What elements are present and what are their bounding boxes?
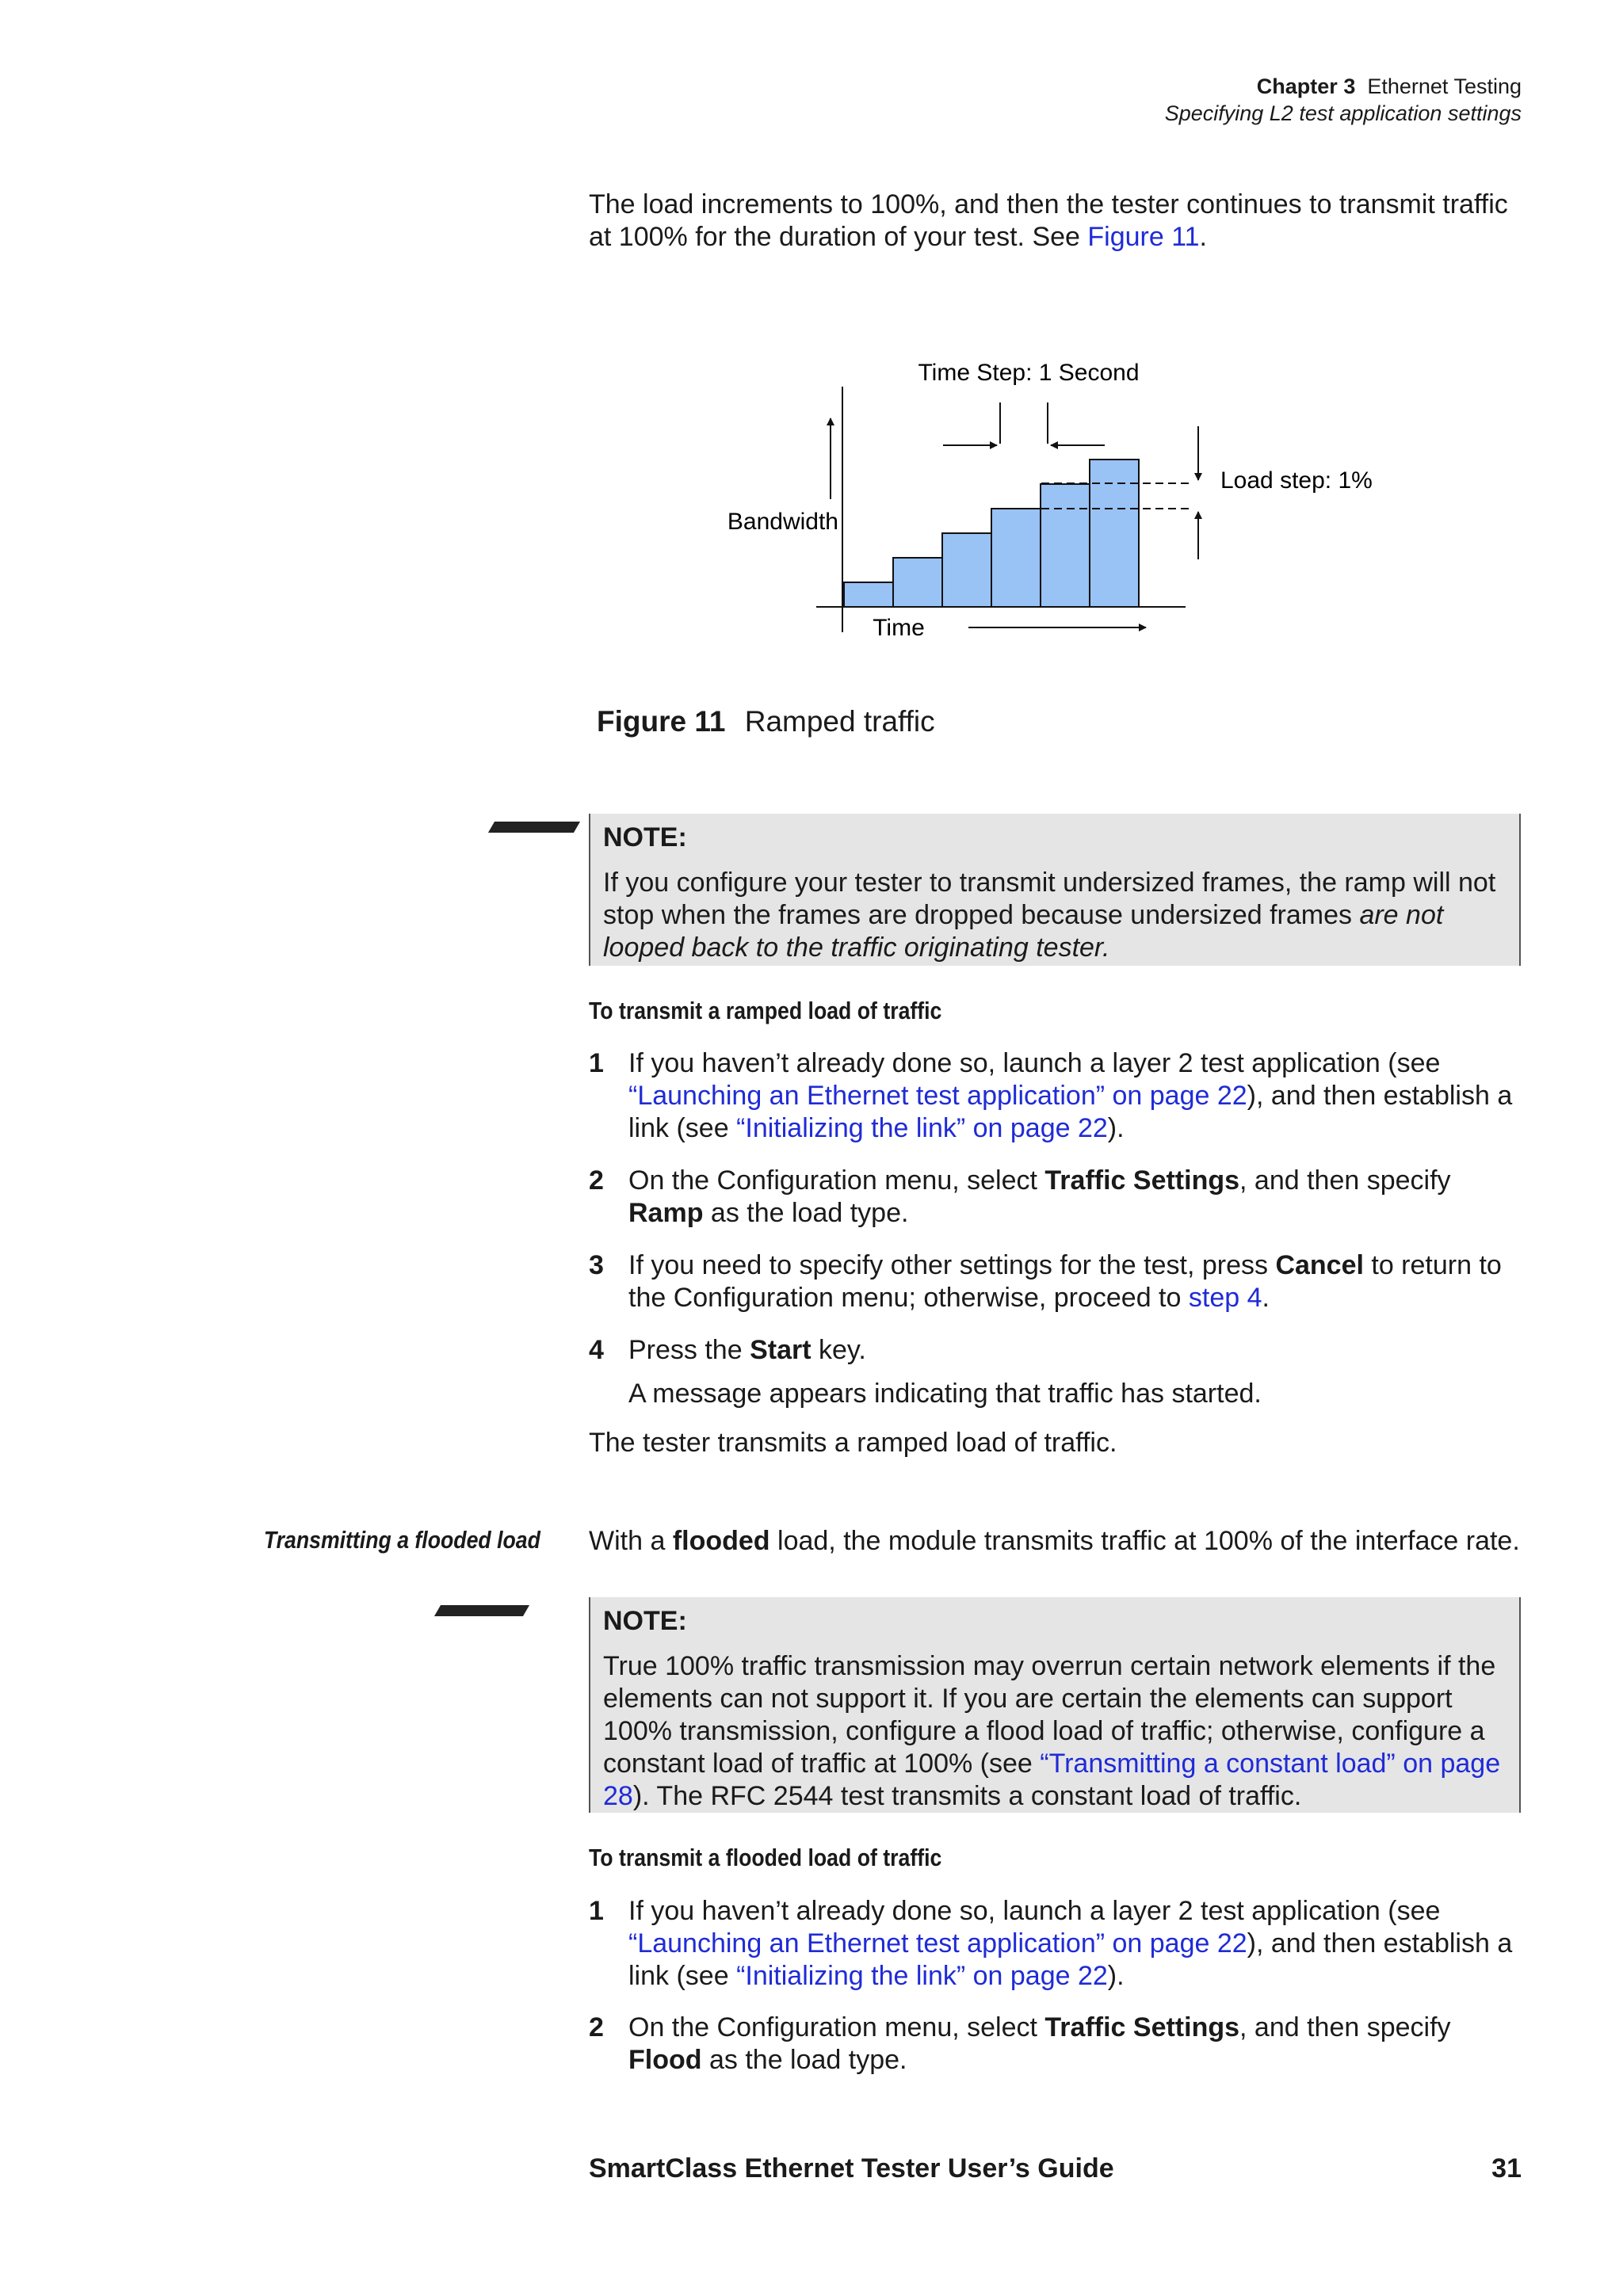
footer-guide-title: SmartClass Ethernet Tester User’s Guide	[589, 2153, 1114, 2183]
figure-title: Ramped traffic	[744, 705, 935, 738]
time-label: Time	[873, 615, 925, 641]
flooded-load-side-heading: Transmitting a flooded load	[263, 1526, 540, 1554]
note-flag-icon	[488, 822, 580, 833]
ramped-traffic-diagram	[697, 349, 1411, 658]
step-text: .	[1262, 1283, 1270, 1313]
intro-paragraph	[589, 189, 1524, 254]
step-text: If you need to specify other settings for the test, press	[628, 1250, 1276, 1280]
figure-caption	[597, 705, 935, 738]
traffic-settings-term: Traffic Settings	[1044, 1165, 1240, 1196]
chapter-title: Ethernet Testing	[1367, 74, 1522, 98]
list-item	[589, 1334, 1524, 1410]
note-body	[603, 854, 1507, 964]
note-title: NOTE:	[603, 1606, 687, 1636]
step-text: ), and then establish a link (see	[628, 1928, 1513, 1991]
ramp-step-bar	[991, 509, 1041, 607]
ramp-term: Ramp	[628, 1198, 704, 1228]
step-text: On the Configuration menu, select	[628, 1165, 1045, 1196]
step-text: as the load type.	[703, 1198, 909, 1228]
ramp-result-text: The tester transmits a ramped load of traffic.	[589, 1428, 1117, 1458]
list-item	[589, 1895, 1524, 1993]
step-number: 1	[589, 1048, 604, 1078]
note-italic-text: are not looped back to the traffic originating tester.	[603, 900, 1444, 963]
note-flag-icon	[434, 1605, 529, 1616]
step-result: A message appears indicating that traffic has started.	[628, 1379, 1262, 1409]
step-text: If you haven’t already done so, launch a layer 2 test application (see	[628, 1048, 1441, 1078]
step-text: to return to the Configuration menu; otherwise, proceed to	[628, 1250, 1502, 1313]
step-text: as the load type.	[701, 2045, 907, 2075]
list-item	[589, 2012, 1524, 2077]
flooded-intro	[589, 1525, 1524, 1558]
page-number: 31	[1491, 2153, 1522, 2183]
ramp-step-bar	[1041, 484, 1090, 607]
note-title: NOTE:	[603, 822, 687, 852]
constant-load-link[interactable]: “Transmitting a constant load” on page 28	[603, 1749, 1501, 1811]
chapter-label: Chapter 3	[1256, 74, 1356, 98]
intro-text: The load increments to 100%, and then the tester continues to transmit traffic at 100% for the duration of your test. See	[589, 189, 1508, 252]
step-4-link[interactable]: step 4	[1188, 1283, 1262, 1313]
launching-app-link[interactable]: “Launching an Ethernet test application” on page 22	[628, 1928, 1247, 1958]
load-step-label: Load step: 1%	[1220, 467, 1373, 494]
initializing-link-link[interactable]: “Initializing the link” on page 22	[736, 1961, 1108, 1991]
note-text: If you configure your tester to transmit undersized frames, the ramp will not stop when the frames are dropped because undersized frames	[603, 868, 1496, 930]
list-item	[589, 1165, 1524, 1230]
ramp-steps	[844, 460, 1139, 607]
step-text: ).	[1107, 1961, 1125, 1991]
ramp-step-bar	[893, 558, 942, 607]
running-header-chapter	[1257, 74, 1522, 99]
step-text: , and then specify	[1239, 1165, 1451, 1196]
step-text: , and then specify	[1239, 2012, 1451, 2042]
flood-term: Flood	[628, 2045, 702, 2075]
running-header-section: Specifying L2 test application settings	[1164, 101, 1522, 125]
step-text: On the Configuration menu, select	[628, 2012, 1045, 2042]
time-step-label: Time Step: 1 Second	[918, 360, 1140, 386]
start-term: Start	[750, 1335, 812, 1365]
step-number: 2	[589, 2012, 604, 2042]
step-text: ), and then establish a link (see	[628, 1081, 1513, 1143]
step-number: 3	[589, 1250, 604, 1280]
traffic-settings-term: Traffic Settings	[1044, 2012, 1240, 2042]
note-body	[603, 1638, 1507, 1813]
step-text: key.	[811, 1335, 866, 1365]
list-item	[589, 1047, 1524, 1145]
figure-number: Figure 11	[597, 705, 726, 738]
step-number: 2	[589, 1165, 604, 1196]
step-number: 4	[589, 1335, 604, 1365]
step-number: 1	[589, 1896, 604, 1926]
note-text: ). The RFC 2544 test transmits a constant load of traffic.	[632, 1781, 1302, 1811]
ramp-step-bar	[1090, 460, 1139, 607]
ramp-procedure-heading: To transmit a ramped load of traffic	[589, 997, 942, 1024]
note-box-flood	[589, 1597, 1521, 1813]
launching-app-link[interactable]: “Launching an Ethernet test application” on page 22	[628, 1081, 1247, 1111]
ramp-step-bar	[844, 582, 893, 607]
note-box-undersized	[589, 814, 1521, 966]
ramp-step-bar	[942, 533, 991, 607]
step-text: If you haven’t already done so, launch a layer 2 test application (see	[628, 1896, 1441, 1926]
flood-text: load, the module transmits traffic at 100% of the interface rate.	[769, 1526, 1520, 1556]
step-text: Press the	[628, 1335, 750, 1365]
list-item	[589, 1249, 1524, 1314]
intro-end: .	[1199, 222, 1207, 252]
note-text: True 100% traffic transmission may overrun certain network elements if the elements can not support it. If you are certain the elements can support 100% transmission, configure a flood load of traffic; otherwise, configure a constant load of traffic at 100% (see	[603, 1651, 1496, 1779]
figure-11-link[interactable]: Figure 11	[1087, 222, 1200, 252]
flooded-term: flooded	[672, 1526, 770, 1556]
step-text: ).	[1107, 1113, 1125, 1143]
bandwidth-label: Bandwidth	[727, 509, 838, 535]
flood-procedure-heading: To transmit a flooded load of traffic	[589, 1844, 942, 1871]
initializing-link-link[interactable]: “Initializing the link” on page 22	[736, 1113, 1108, 1143]
flood-text: With a	[589, 1526, 673, 1556]
cancel-term: Cancel	[1275, 1250, 1364, 1280]
